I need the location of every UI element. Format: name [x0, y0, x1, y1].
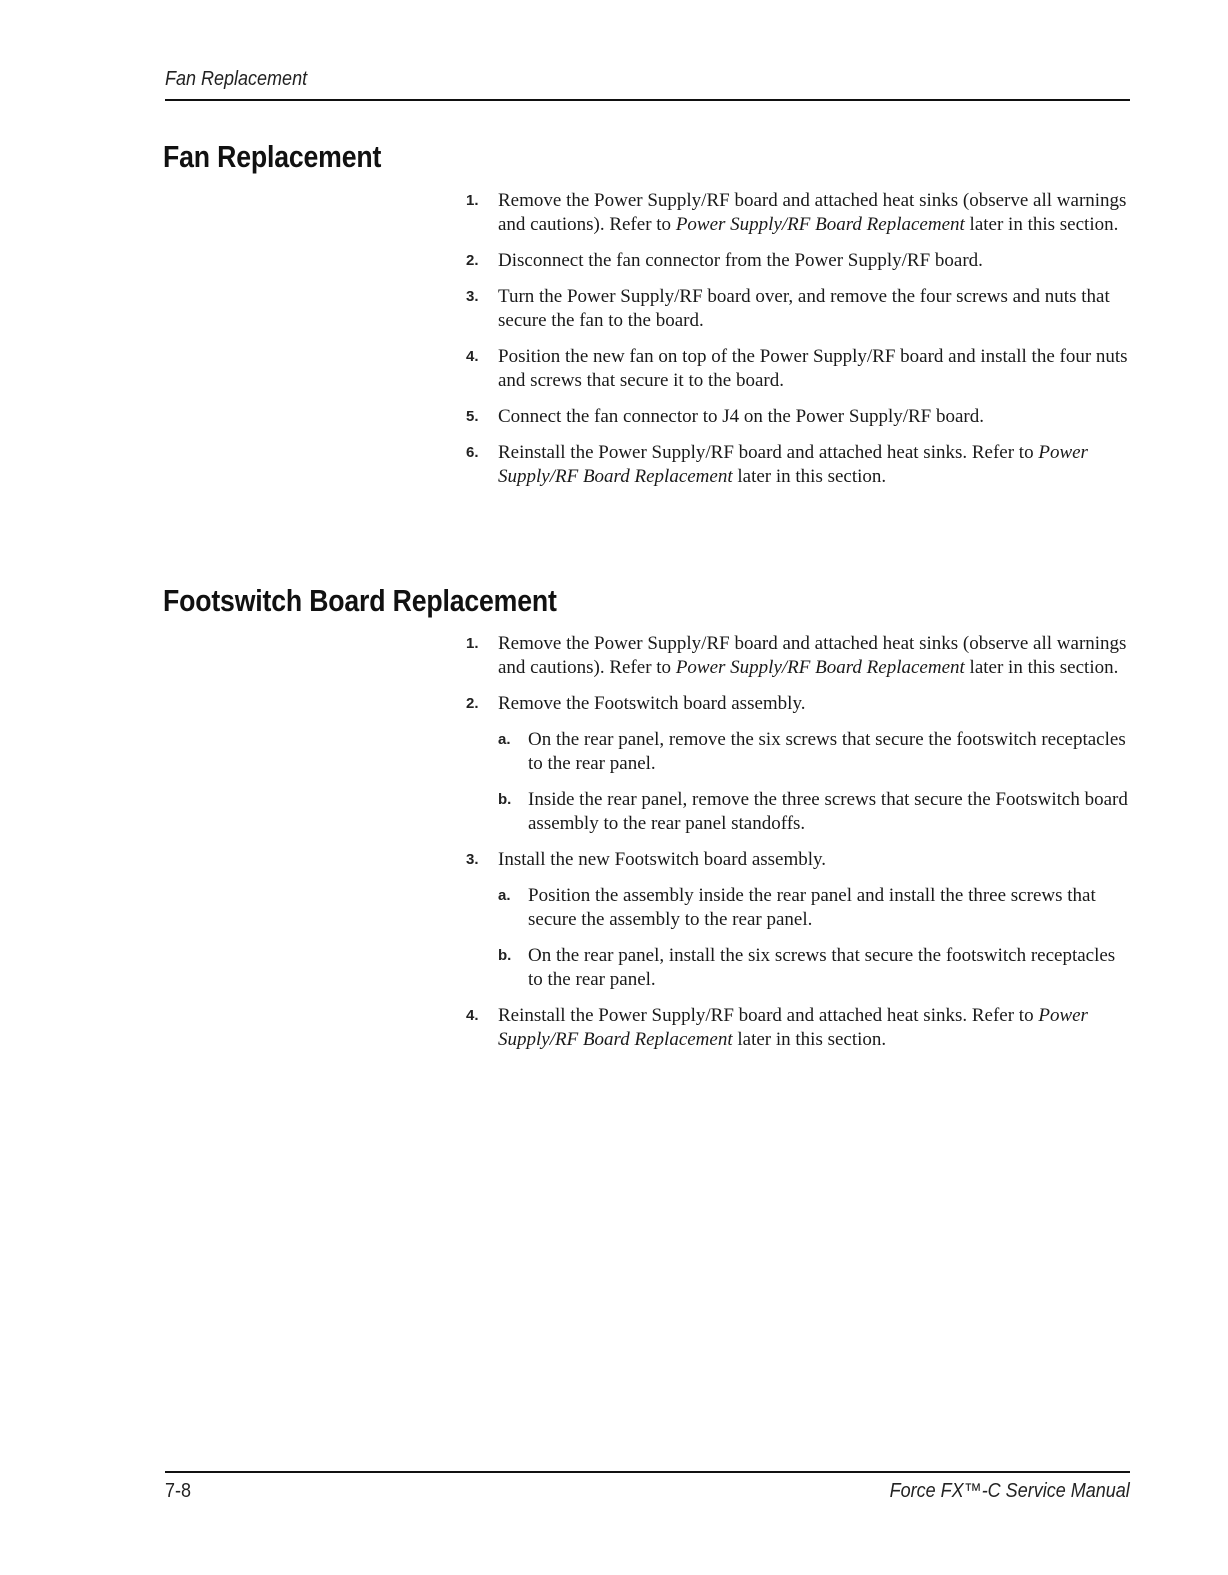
list-item — [466, 405, 1128, 429]
header-rule — [165, 99, 1130, 101]
list-item — [466, 1004, 1128, 1052]
substep-letter: b. — [498, 947, 512, 964]
page-number: 7-8 — [165, 1480, 192, 1502]
step-text: later in this section. — [732, 1029, 887, 1050]
step-text: On the rear panel, remove the six screws that secure the footswitch receptacles to the rear panel. — [528, 729, 1126, 774]
cross-reference: Power Supply/RF Board Replacement — [498, 442, 1088, 487]
step-text: later in this section. — [732, 466, 887, 487]
step-text: Remove the Footswitch board assembly. — [498, 693, 806, 714]
manual-title: Force FX™-C Service Manual — [889, 1480, 1130, 1502]
section-title-fan-replacement: Fan Replacement — [163, 139, 382, 174]
step-text: Install the new Footswitch board assembly. — [498, 849, 827, 870]
cross-reference: Power Supply/RF Board Replacement — [498, 1005, 1088, 1050]
list-item — [466, 848, 1128, 992]
substep-letter: b. — [498, 791, 512, 808]
step-number: 4. — [466, 1007, 479, 1024]
cross-reference: Power Supply/RF Board Replacement — [675, 214, 965, 235]
step-text: Reinstall the Power Supply/RF board and attached heat sinks. Refer to — [498, 442, 1039, 463]
step-text: Connect the fan connector to J4 on the Power Supply/RF board. — [498, 406, 985, 427]
step-number: 6. — [466, 444, 479, 461]
substep-letter: a. — [498, 731, 511, 748]
step-text: later in this section. — [964, 214, 1119, 235]
list-item — [466, 285, 1128, 333]
step-text: Remove the Power Supply/RF board and attached heat sinks (observe all warnings and cautions). Refer to — [498, 190, 1127, 235]
step-text: Position the new fan on top of the Power Supply/RF board and install the four nuts and screws that secure it to the board. — [498, 346, 1128, 391]
step-text: Remove the Power Supply/RF board and attached heat sinks (observe all warnings and cautions). Refer to — [498, 633, 1127, 678]
step-text: Inside the rear panel, remove the three screws that secure the Footswitch board assembly to the rear panel standoffs. — [528, 789, 1128, 834]
list-item — [498, 884, 1128, 932]
step-number: 5. — [466, 408, 479, 425]
section-title-footswitch-board-replacement: Footswitch Board Replacement — [163, 583, 557, 618]
step-number: 4. — [466, 348, 479, 365]
step-number: 3. — [466, 288, 479, 305]
step-text: Position the assembly inside the rear panel and install the three screws that secure the assembly to the rear panel. — [528, 885, 1096, 930]
list-item — [466, 441, 1128, 489]
step-number: 2. — [466, 695, 479, 712]
list-item — [498, 728, 1128, 776]
list-item — [498, 944, 1128, 992]
substep-list — [498, 728, 1128, 836]
substep-letter: a. — [498, 887, 511, 904]
list-item — [466, 692, 1128, 836]
step-number: 3. — [466, 851, 479, 868]
step-text: Disconnect the fan connector from the Power Supply/RF board. — [498, 250, 983, 271]
substep-list — [498, 884, 1128, 992]
fan-replacement-steps — [466, 189, 1128, 501]
step-text: On the rear panel, install the six screws that secure the footswitch receptacles to the rear panel. — [528, 945, 1116, 990]
step-number: 1. — [466, 635, 479, 652]
footswitch-replacement-steps — [466, 632, 1128, 1064]
step-number: 2. — [466, 252, 479, 269]
list-item — [498, 788, 1128, 836]
step-text: later in this section. — [964, 657, 1119, 678]
list-item — [466, 189, 1128, 237]
list-item — [466, 345, 1128, 393]
running-header-title: Fan Replacement — [165, 68, 308, 90]
list-item — [466, 249, 1128, 273]
list-item — [466, 632, 1128, 680]
footer-rule — [165, 1471, 1130, 1473]
step-text: Reinstall the Power Supply/RF board and attached heat sinks. Refer to — [498, 1005, 1039, 1026]
step-number: 1. — [466, 192, 479, 209]
step-text: Turn the Power Supply/RF board over, and remove the four screws and nuts that secure the fan to the board. — [498, 286, 1110, 331]
cross-reference: Power Supply/RF Board Replacement — [675, 657, 965, 678]
